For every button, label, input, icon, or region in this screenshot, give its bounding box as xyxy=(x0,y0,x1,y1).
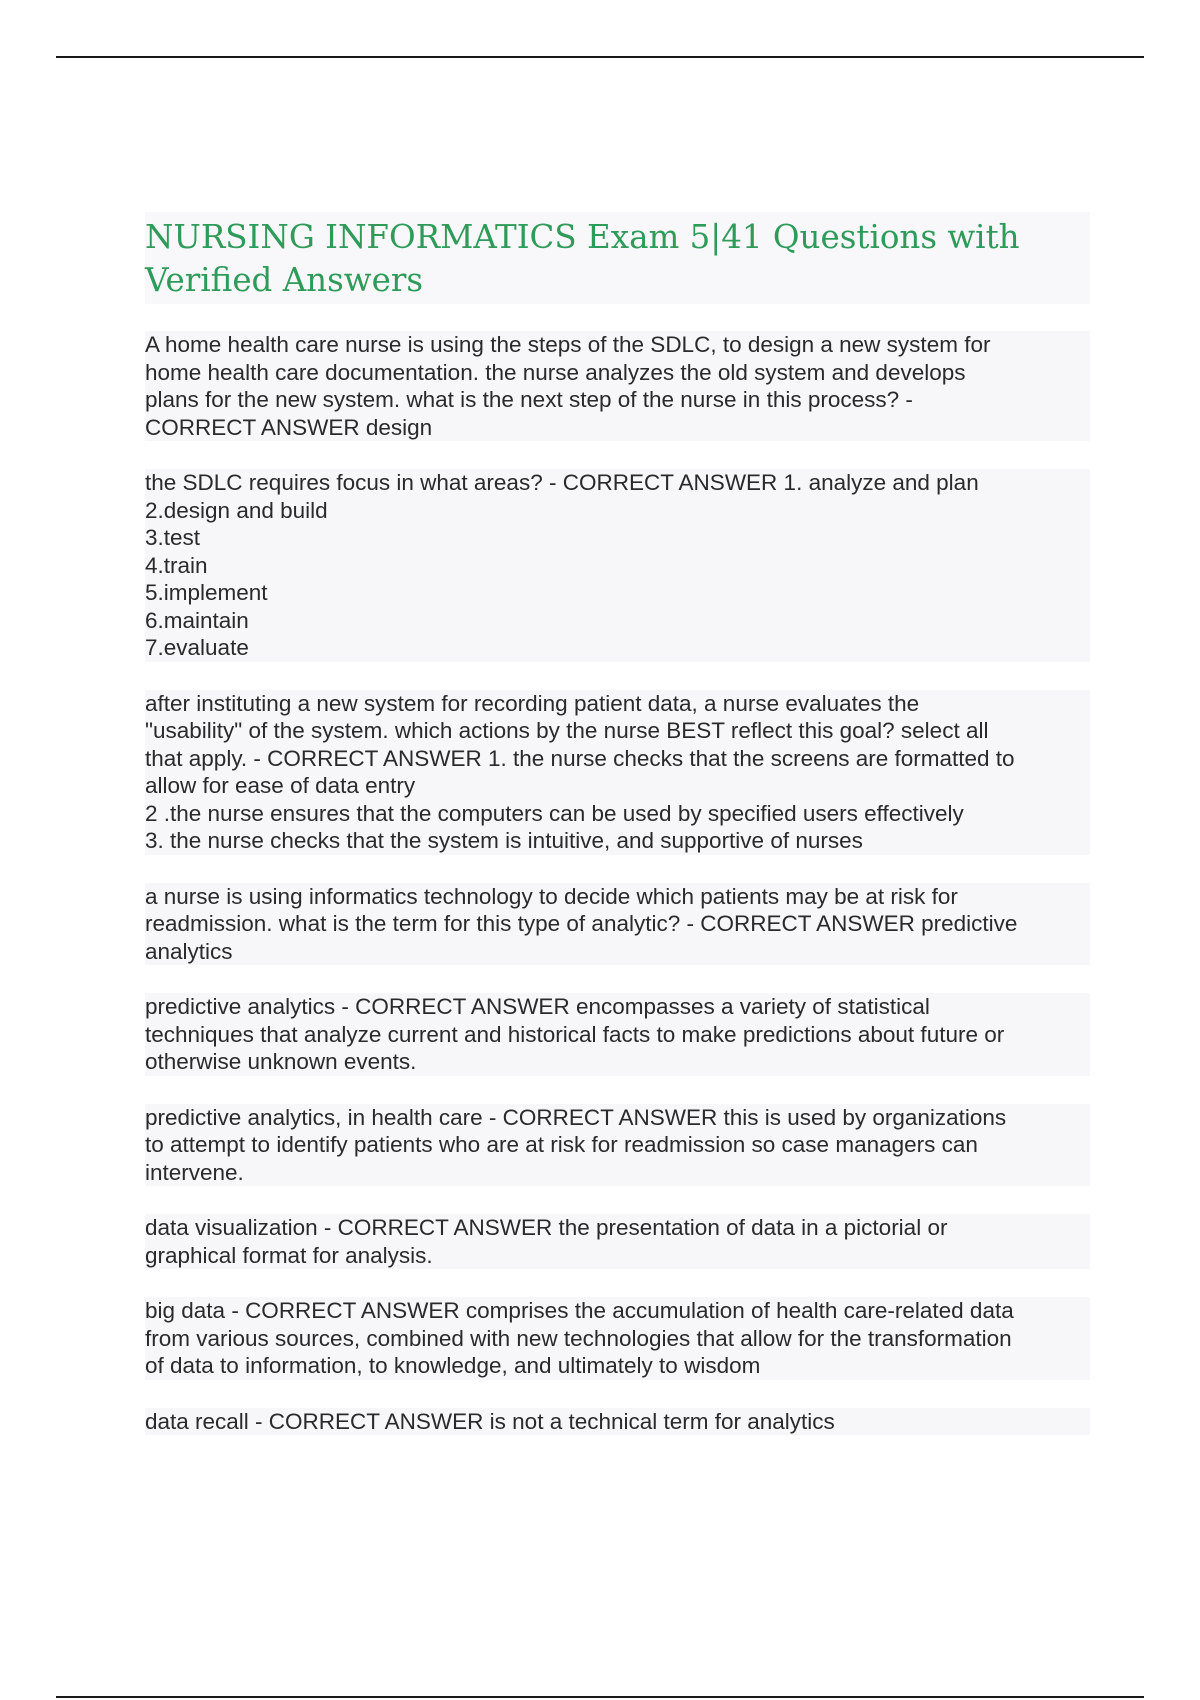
qa-entry: big data - CORRECT ANSWER comprises the accumulation of health care-related data from various sources, combined with new technologies that allow for the transformation of data to information, to knowledge, and ultimately to wisdom xyxy=(145,1297,1090,1380)
document-title: NURSING INFORMATICS Exam 5|41 Questions with Verified Answers xyxy=(145,212,1090,304)
qa-list xyxy=(145,331,1090,1435)
header-rule xyxy=(56,56,1144,58)
qa-entry: after instituting a new system for recording patient data, a nurse evaluates the "usability" of the system. which actions by the nurse BEST reflect this goal? select all that apply. - CORRECT ANSWER 1. the nurse checks that the screens are formatted to allow for ease of data entry 2 .the nurse ensures that the computers can be used by specified users effectively 3. the nurse checks that the system is intuitive, and supportive of nurses xyxy=(145,690,1090,855)
qa-entry: A home health care nurse is using the steps of the SDLC, to design a new system for home health care documentation. the nurse analyzes the old system and develops plans for the new system. what is the next step of the nurse in this process? - CORRECT ANSWER design xyxy=(145,331,1090,441)
qa-entry: the SDLC requires focus in what areas? - CORRECT ANSWER 1. analyze and plan 2.design and build 3.test 4.train 5.implement 6.maintain 7.evaluate xyxy=(145,469,1090,662)
qa-entry: a nurse is using informatics technology to decide which patients may be at risk for readmission. what is the term for this type of analytic? - CORRECT ANSWER predictive analytics xyxy=(145,883,1090,966)
qa-entry: data visualization - CORRECT ANSWER the presentation of data in a pictorial or graphical format for analysis. xyxy=(145,1214,1090,1269)
footer-rule xyxy=(56,1696,1144,1698)
document-body xyxy=(145,212,1090,1435)
qa-entry: predictive analytics - CORRECT ANSWER encompasses a variety of statistical techniques that analyze current and historical facts to make predictions about future or otherwise unknown events. xyxy=(145,993,1090,1076)
qa-entry: predictive analytics, in health care - CORRECT ANSWER this is used by organizations to attempt to identify patients who are at risk for readmission so case managers can intervene. xyxy=(145,1104,1090,1187)
qa-entry: data recall - CORRECT ANSWER is not a technical term for analytics xyxy=(145,1408,1090,1436)
